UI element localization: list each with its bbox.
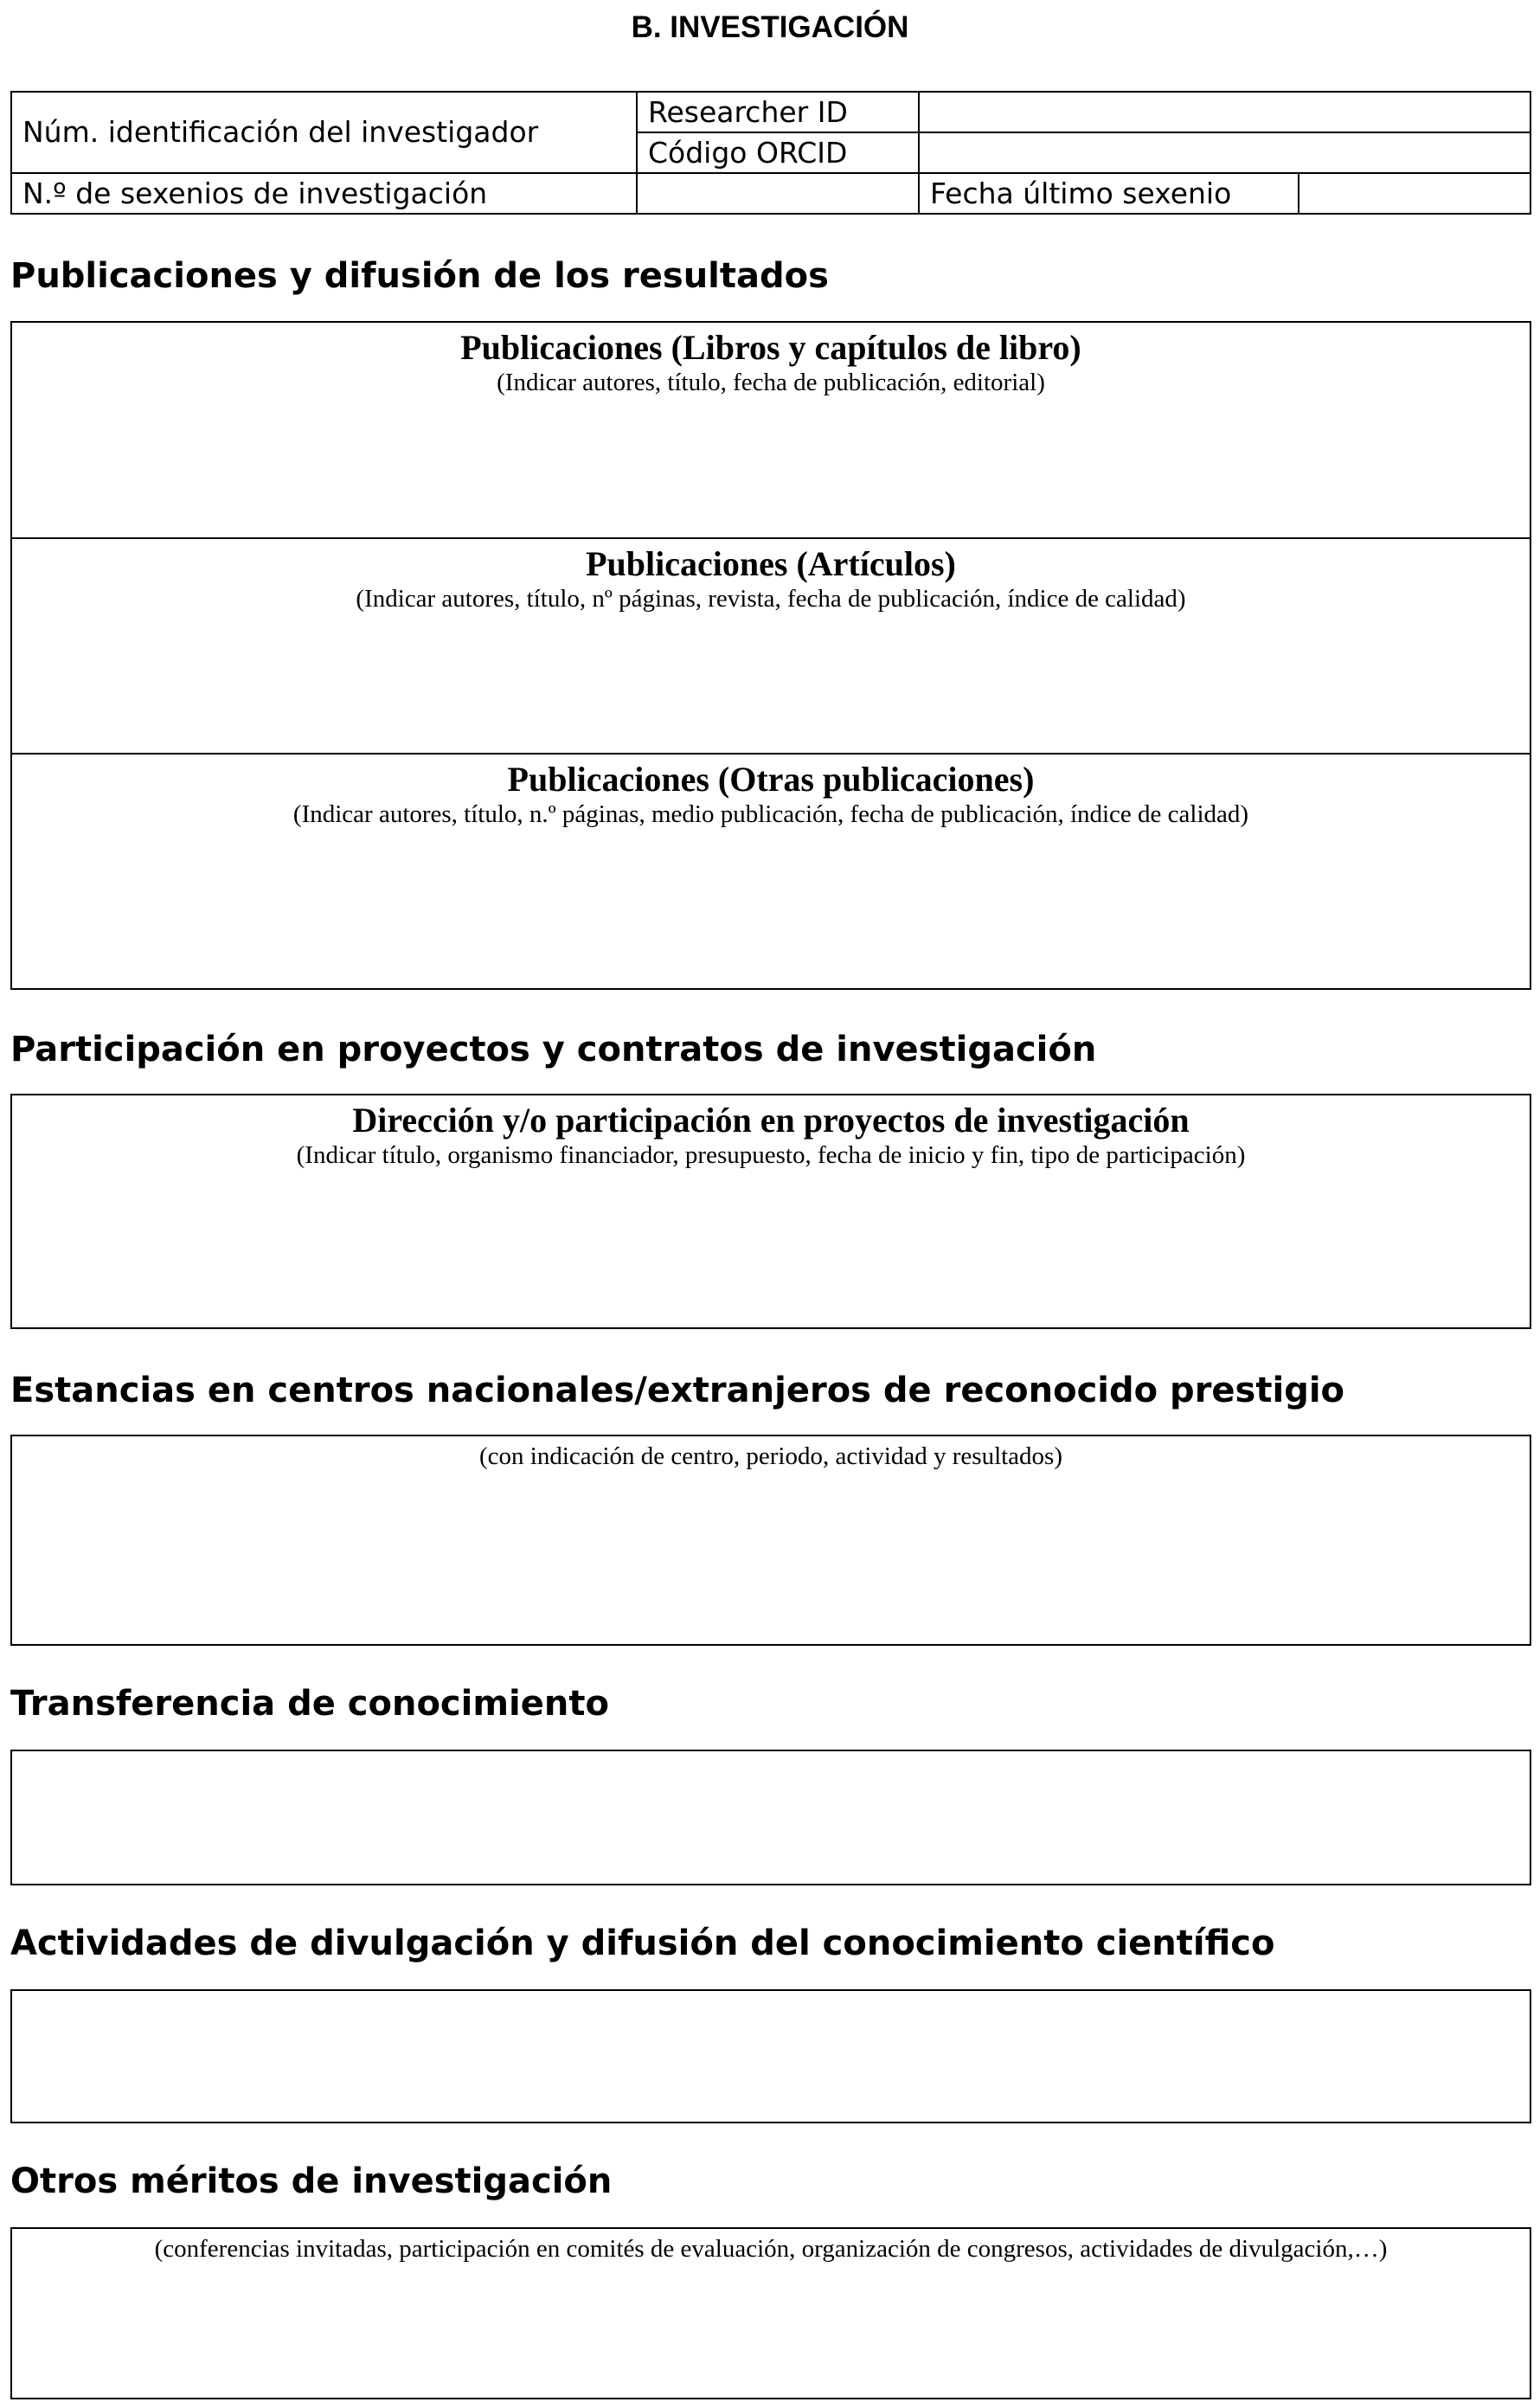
section-heading-otros: Otros méritos de investigación — [10, 2161, 613, 2201]
researcher-id-label: Researcher ID — [637, 92, 919, 132]
libros-field[interactable] — [12, 323, 1530, 538]
divulgacion-field[interactable] — [10, 1989, 1531, 2123]
estancias-field[interactable] — [10, 1435, 1531, 1646]
estancias-hint: (con indicación de centro, periodo, actividad y resultados) — [478, 1442, 1062, 1470]
otras-hint: (Indicar autores, título, n.º páginas, medio publicación, fecha de publicación, índice de calidad) — [292, 800, 1249, 828]
orcid-label: Código ORCID — [637, 132, 919, 173]
section-heading-publicaciones: Publicaciones y difusión de los resultados — [10, 256, 829, 296]
sexenios-label: N.º de sexenios de investigación — [11, 173, 637, 214]
otros-field[interactable] — [10, 2227, 1531, 2399]
sexenios-field[interactable] — [637, 173, 919, 214]
section-heading-proyectos: Participación en proyectos y contratos de investigación — [10, 1030, 1097, 1069]
articulos-field[interactable] — [12, 537, 1530, 755]
otros-hint: (conferencias invitadas, participación en comités de evaluación, organización de congresos, actividades de divulgación,…) — [154, 2235, 1388, 2263]
last-sexenio-label: Fecha último sexenio — [919, 173, 1299, 214]
articulos-hint: (Indicar autores, título, nº páginas, revista, fecha de publicación, índice de calidad) — [356, 585, 1186, 613]
researcher-id-table — [10, 91, 1531, 215]
proyectos-hint: (Indicar título, organismo financiador, presupuesto, fecha de inicio y fin, tipo de participación) — [296, 1141, 1246, 1169]
researcher-label: Núm. identificación del investigador — [11, 92, 637, 173]
last-sexenio-field[interactable] — [1299, 173, 1530, 214]
section-heading-transferencia: Transferencia de conocimiento — [10, 1684, 609, 1724]
transferencia-field[interactable] — [10, 1750, 1531, 1885]
researcher-id-field[interactable] — [919, 92, 1530, 132]
orcid-field[interactable] — [919, 132, 1530, 173]
proyectos-title: Dirección y/o participación en proyectos de investigación — [352, 1101, 1190, 1140]
page-title: B. INVESTIGACIÓN — [631, 10, 909, 44]
libros-title: Publicaciones (Libros y capítulos de libro) — [460, 328, 1081, 367]
libros-hint: (Indicar autores, título, fecha de publicación, editorial) — [497, 369, 1045, 396]
proyectos-field[interactable] — [10, 1094, 1531, 1329]
publicaciones-box — [10, 321, 1531, 990]
otras-field[interactable] — [12, 753, 1530, 988]
articulos-title: Publicaciones (Artículos) — [586, 544, 956, 583]
section-heading-divulgacion: Actividades de divulgación y difusión del conocimiento científico — [10, 1924, 1275, 1963]
otras-title: Publicaciones (Otras publicaciones) — [507, 760, 1035, 799]
section-heading-estancias: Estancias en centros nacionales/extranjeros de reconocido prestigio — [10, 1371, 1345, 1410]
